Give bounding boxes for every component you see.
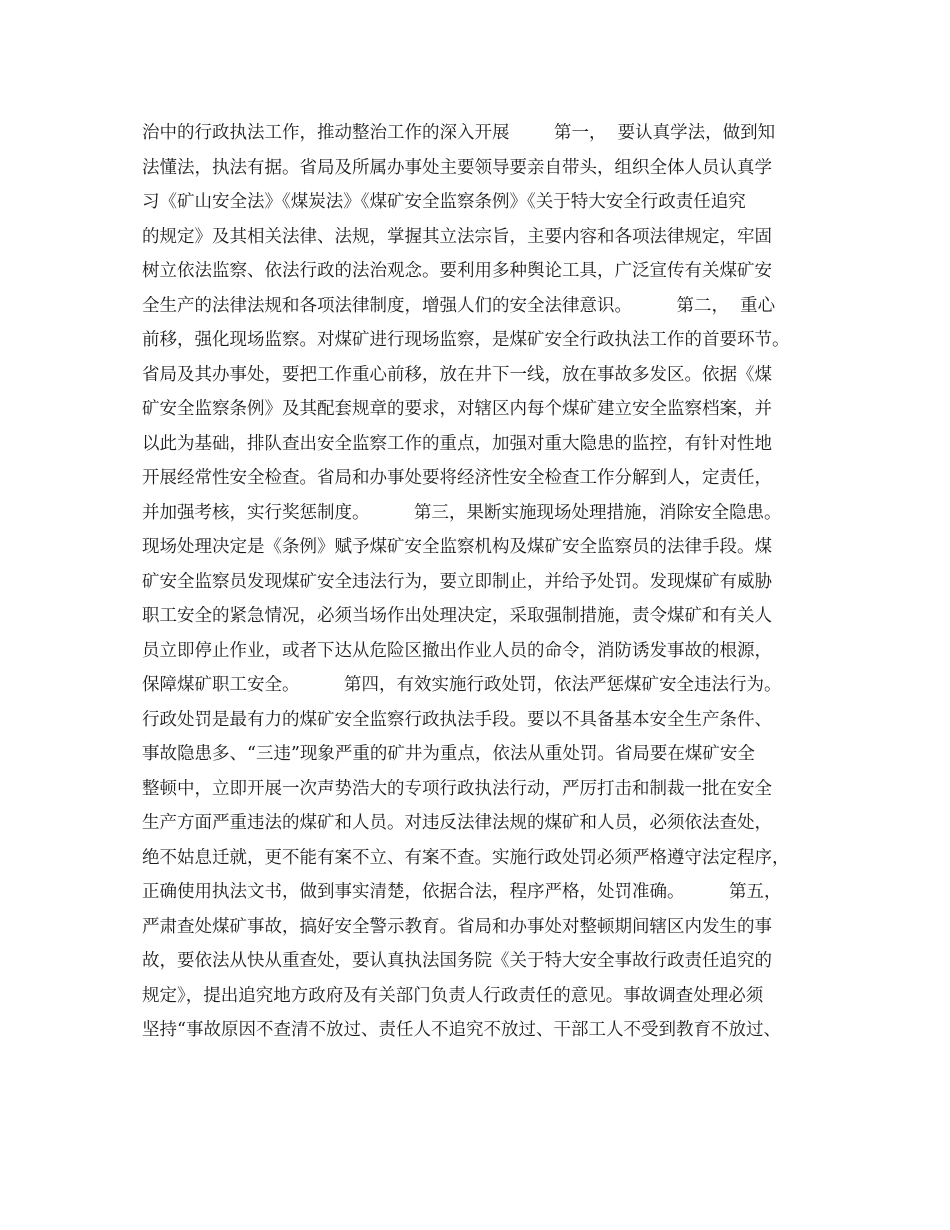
text-line-2: 法懂法，执法有据。省局及所属办事处主要领导要亲自带头，组织全体人员认真学 bbox=[142, 157, 772, 178]
text-line-10: 以此为基础，排队查出安全监察工作的重点，加强对重大隐患的监控，有针对性地 bbox=[142, 433, 772, 454]
text-line-15: 职工安全的紧急情况，必须当场作出处理决定，采取强制措施，责令煤矿和有关人 bbox=[142, 606, 772, 626]
body-text bbox=[142, 116, 832, 1048]
text-line-24: 严肃查处煤矿事故，搞好安全警示教育。省局和办事处对整顿期间辖区内发生的事 bbox=[142, 916, 772, 937]
text-line-5: 树立依法监察、依法行政的法治观念。要利用多种舆论工具，广泛宣传有关煤矿安 bbox=[142, 261, 772, 281]
text-line-22: 绝不姑息迁就，更不能有案不立、有案不查。实施行政处罚必须严格遵守法定程序， bbox=[142, 847, 790, 868]
text-line-6: 全生产的法律法规和各项法律制度，增强人们的安全法律意识。 第二， 重心 bbox=[142, 295, 776, 316]
text-line-18: 行政处罚是最有力的煤矿安全监察行政执法手段。要以不具备基本安全生产条件、 bbox=[142, 709, 772, 730]
text-line-26: 规定》，提出追究地方政府及有关部门负责人行政责任的意见。事故调查处理必须 bbox=[142, 985, 764, 1006]
text-line-3: 习《矿山安全法》《煤炭法》《煤矿安全监察条例》《关于特大安全行政责任追究 bbox=[142, 192, 746, 212]
text-line-27: 坚持“事故原因不查清不放过、责任人不追究不放过、干部工人不受到教育不放过、 bbox=[142, 1020, 781, 1040]
text-line-7: 前移，强化现场监察。对煤矿进行现场监察，是煤矿安全行政执法工作的首要环节。 bbox=[142, 330, 790, 350]
text-line-14: 矿安全监察员发现煤矿安全违法行为，要立即制止，并给予处罚。发现煤矿有威胁 bbox=[142, 571, 772, 592]
text-line-1: 治中的行政执法工作，推动整治工作的深入开展 第一， 要认真学法，做到知 bbox=[142, 123, 776, 143]
text-line-4: 的规定》及其相关法律、法规，掌握其立法宗旨，主要内容和各项法律规定，牢固 bbox=[142, 226, 772, 247]
text-line-12: 并加强考核，实行奖惩制度。 第三，果断实施现场处理措施，消除安全隐患。 bbox=[142, 502, 782, 523]
text-line-19: 事故隐患多、“三违”现象严重的矿井为重点，依法从重处罚。省局要在煤矿安全 bbox=[142, 744, 755, 764]
text-line-17: 保障煤矿职工安全。 第四，有效实施行政处罚，依法严惩煤矿安全违法行为。 bbox=[142, 675, 782, 695]
text-line-16: 员立即停止作业，或者下达从危险区撤出作业人员的命令，消防诱发事故的根源， bbox=[142, 640, 772, 661]
text-line-13: 现场处理决定是《条例》赋予煤矿安全监察机构及煤矿安全监察员的法律手段。煤 bbox=[142, 537, 772, 557]
text-line-8: 省局及其办事处，要把工作重心前移，放在井下一线，放在事故多发区。依据《煤 bbox=[142, 364, 772, 385]
text-line-25: 故，要依法从快从重查处，要认真执法国务院《关于特大安全事故行政责任追究的 bbox=[142, 951, 772, 971]
text-line-21: 生产方面严重违法的煤矿和人员。对违反法律法规的煤矿和人员，必须依法查处， bbox=[142, 813, 772, 833]
text-line-23: 正确使用执法文书，做到事实清楚，依据合法，程序严格，处罚准确。 第五， bbox=[142, 882, 782, 902]
text-line-20: 整顿中，立即开展一次声势浩大的专项行政执法行动，严厉打击和制裁一批在安全 bbox=[142, 778, 772, 799]
text-line-11: 开展经常性安全检查。省局和办事处要将经济性安全检查工作分解到人，定责任， bbox=[142, 468, 772, 488]
text-line-9: 矿安全监察条例》及其配套规章的要求，对辖区内每个煤矿建立安全监察档案，并 bbox=[142, 399, 772, 419]
